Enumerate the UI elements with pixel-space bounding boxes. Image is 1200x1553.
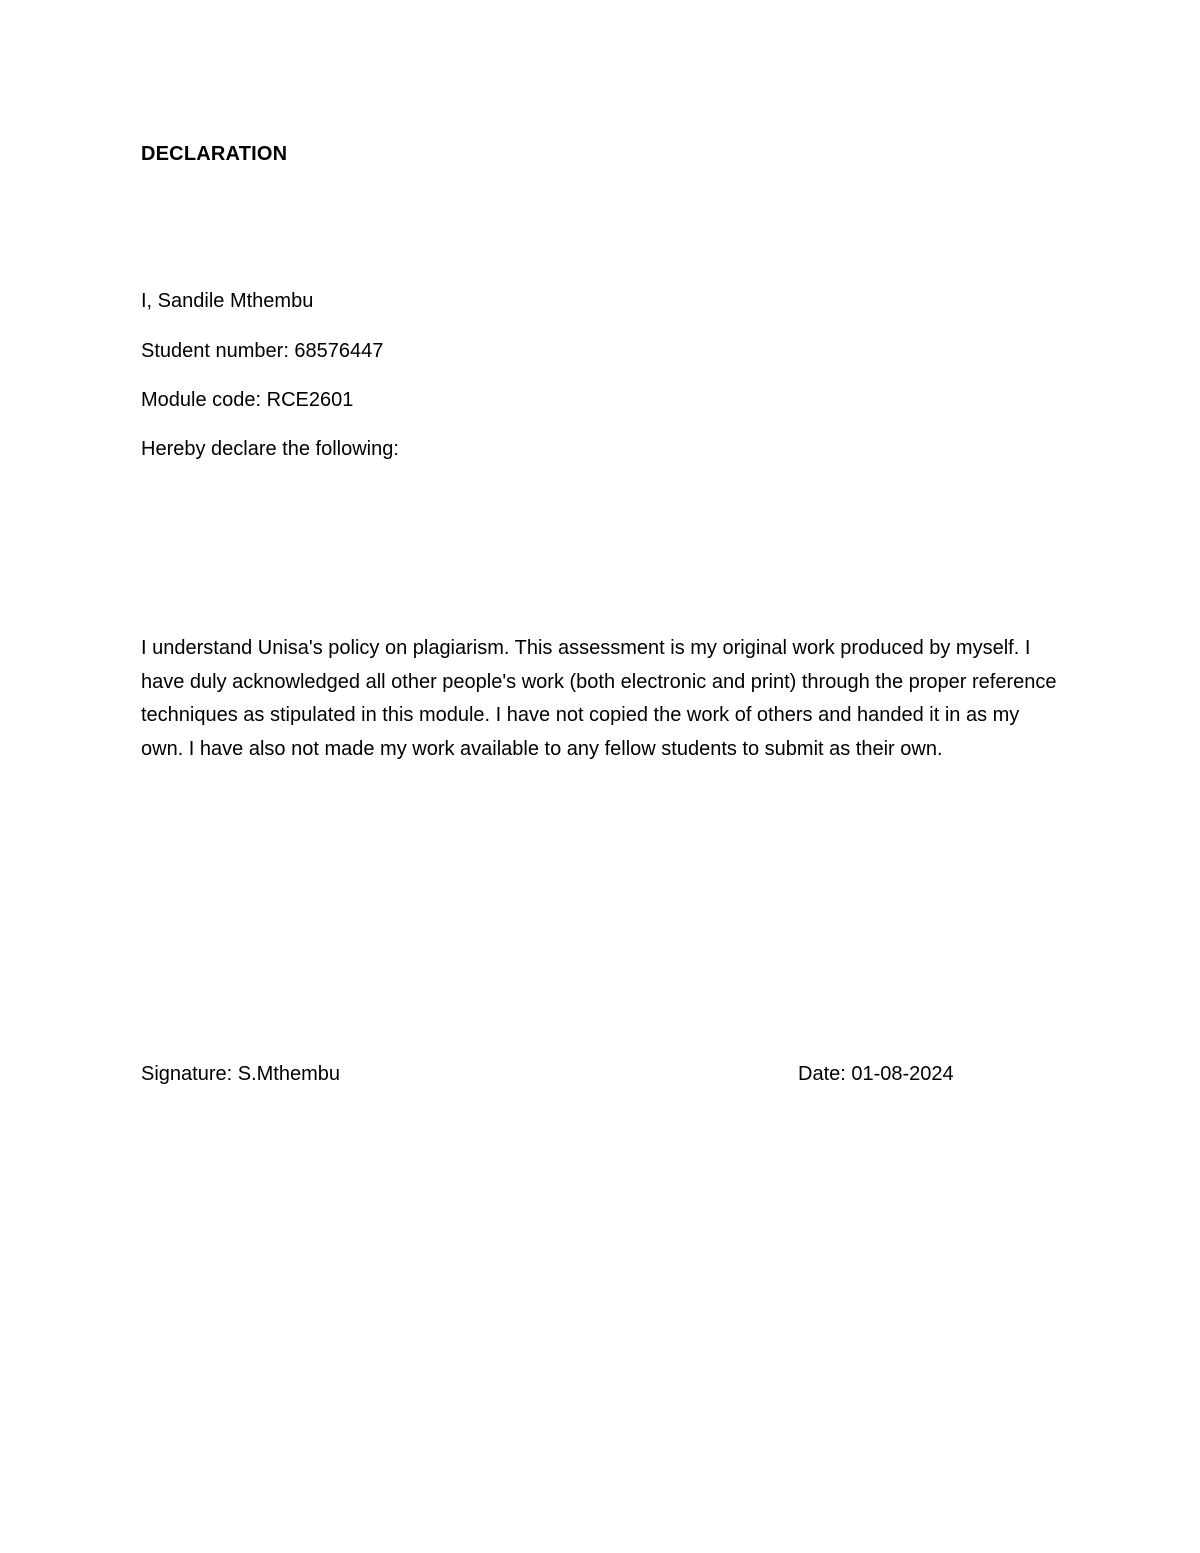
declaration-heading: DECLARATION (141, 143, 288, 165)
module-code-line: Module code: RCE2601 (141, 389, 354, 411)
date-line: Date: 01-08-2024 (798, 1063, 954, 1085)
signature-line: Signature: S.Mthembu (141, 1063, 340, 1085)
plagiarism-statement: I understand Unisa's policy on plagiarism. This assessment is my original work produced by myself. I have duly acknowledged all other people's work (both electronic and print) through the proper reference techniques as stipulated in this module. I have not copied the work of others and handed it in as my own. I have also not made my work available to any fellow students to submit as their own. (141, 637, 1057, 760)
intro-line: Hereby declare the following: (141, 438, 399, 460)
student-number-line: Student number: 68576447 (141, 340, 384, 362)
name-line: I, Sandile Mthembu (141, 290, 314, 312)
